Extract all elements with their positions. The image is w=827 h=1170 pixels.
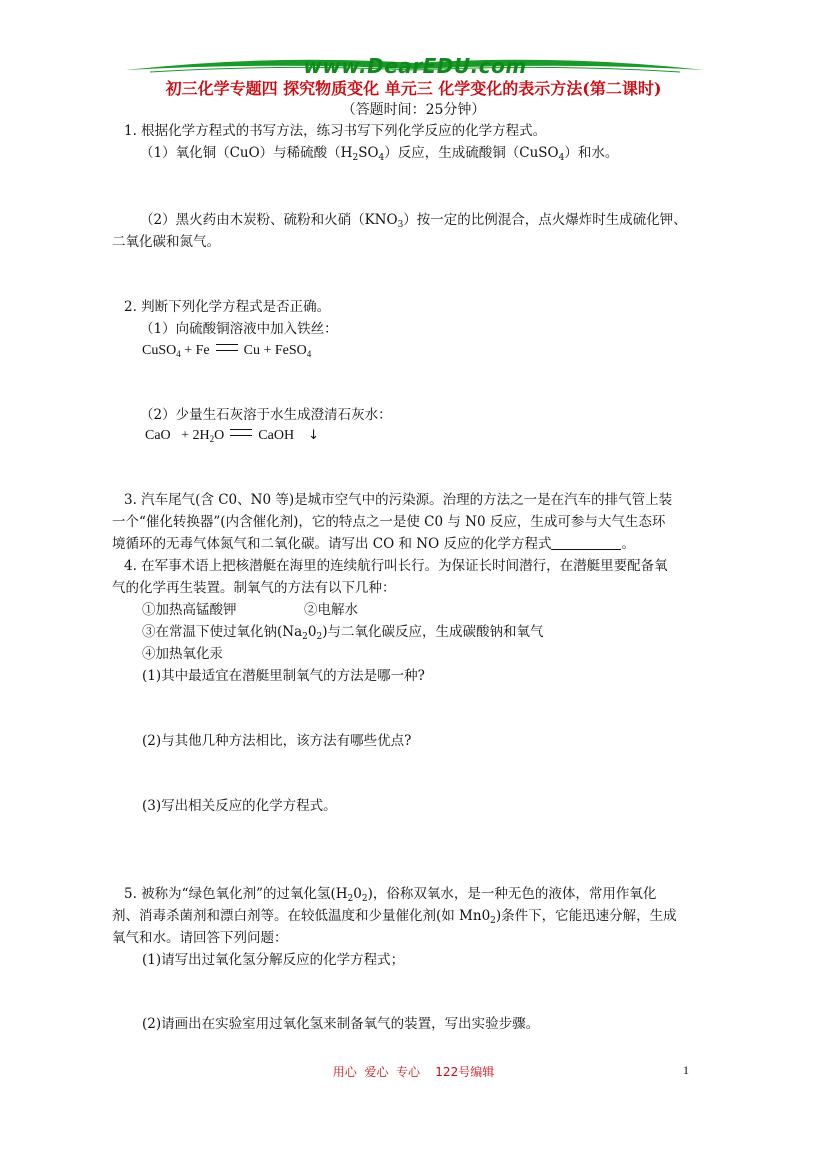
q3-line1: 3. 汽车尾气(含 C0、N0 等)是城市空气中的污染源。治理的方法之一是在汽车的排气管上装 (124, 492, 673, 508)
logo-text: www.DearEDU.com (303, 54, 527, 78)
q4-sub3: (3)写出相关反应的化学方程式。 (142, 798, 337, 814)
q4-line2: 气的化学再生装置。制氧气的方法有以下几种： (112, 580, 396, 596)
q1-part2-cont: 二氧化碳和氮气。 (112, 234, 220, 250)
q4-sub1: (1)其中最适宜在潜艇里制氧气的方法是哪一种? (142, 668, 425, 684)
q4-method4: ④加热氧化汞 (142, 646, 223, 662)
q5-sub1: (1)请写出过氧化氢分解反应的化学方程式； (142, 952, 405, 968)
q3-line2: 一个“催化转换器”(内含催化剂)，它的特点之一是使 C0 与 N0 反应，生成可参与大气生态环 (112, 514, 666, 530)
q2-part2: （2）少量生石灰溶于水生成澄清石灰水： (140, 407, 392, 423)
page-footer: 用心 爱心 专心 122号编辑 (332, 1065, 495, 1079)
q4-sub2: (2)与其他几种方法相比，该方法有哪些优点? (142, 733, 412, 749)
page-number: 1 (683, 1063, 689, 1077)
q5-sub2: (2)请画出在实验室用过氧化氢来制备氧气的装置，写出实验步骤。 (142, 1016, 540, 1032)
q2-part1: （1）向硫酸铜溶液中加入铁丝： (140, 321, 338, 337)
q5-line3: 氧气和水。请回答下列问题： (112, 930, 288, 946)
q4-method2: ②电解水 (304, 602, 358, 618)
q4-method3: ③在常温下使过氧化钠$(Na_20_2)$与二氧化碳反应，生成碳酸钠和氧气 (142, 624, 544, 642)
answer-blank (551, 535, 621, 550)
q1-part2: （2）黑火药由木炭粉、硫粉和火硝$(KNO_3)$按一定的比例混合，点火爆炸时生成硫化钾、 (140, 212, 687, 230)
q2-equation2: CaO + $2H_2O$ CaOH ↓ (145, 425, 319, 447)
equals-sign-icon (230, 429, 252, 436)
q1-part1: （1）氧化铜（CuO）与稀硫酸$(H_2SO_4)$反应，生成硫酸铜（CuSO$_4$）和水。 (140, 145, 619, 163)
q1-stem: 1. 根据化学方程式的书写方法，练习书写下列化学反应的化学方程式。 (124, 123, 547, 139)
q3-line3: 境循环的无毒气体氮气和二氧化碳。请写出 CO 和 NO 反应的化学方程式 。 (112, 536, 635, 552)
q5-line1: 5. 被称为“绿色氧化剂”的过氧化氢$(H_20_2)$，俗称双氧水，是一种无色的液体，常用作氧化 (124, 886, 657, 904)
page-subtitle: （答题时间：25分钟） (341, 102, 486, 118)
q4-line1: 4. 在军事术语上把核潜艇在海里的连续航行叫长行。为保证长时间潜行，在潜艇里要配备氧 (124, 558, 668, 574)
down-arrow-icon: ↓ (308, 428, 319, 443)
q2-equation1: CuSO$_4$ + Fe Cu + FeSO$_4$ (142, 343, 312, 359)
q2-stem: 2. 判断下列化学方程式是否正确。 (124, 299, 331, 315)
equals-sign-icon (216, 344, 238, 351)
q4-method1: ①加热高锰酸钾 (142, 602, 237, 618)
page-title: 初三化学专题四 探究物质变化 单元三 化学变化的表示方法(第二课时) (165, 79, 662, 98)
q5-line2: 剂、消毒杀菌剂和漂白剂等。在较低温度和少量催化剂(如 $Mn0_2$)条件下，它能迅速分解，生成 (112, 908, 677, 926)
